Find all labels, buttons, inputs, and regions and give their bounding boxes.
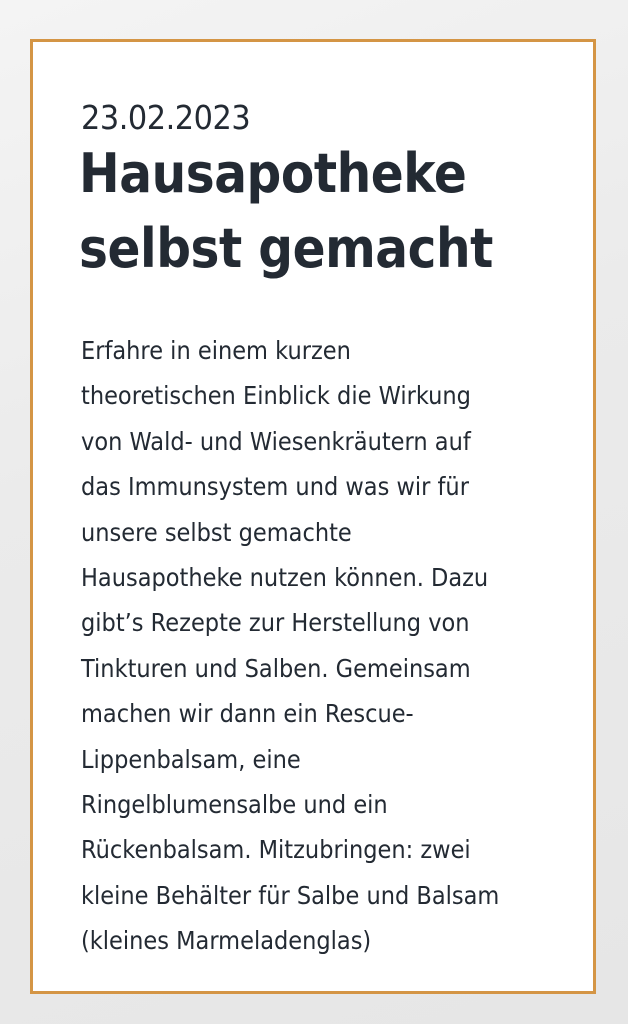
description-line: kleine Behälter für Salbe und Balsam xyxy=(81,880,500,910)
description-line: das Immunsystem und was wir für xyxy=(81,472,469,502)
description-line: (kleines Marmeladenglas) xyxy=(81,926,372,956)
description-line: machen wir dann ein Rescue- xyxy=(81,699,414,729)
description-line: Lippenbalsam, eine xyxy=(81,744,301,774)
description-line: von Wald- und Wiesenkräutern auf xyxy=(81,426,471,456)
description-line: Hausapotheke nutzen können. Dazu xyxy=(81,563,489,593)
description-line: unsere selbst gemachte xyxy=(81,517,352,547)
description-line: theoretischen Einblick die Wirkung xyxy=(81,381,471,411)
event-card xyxy=(30,39,596,994)
event-description xyxy=(81,328,499,964)
description-line: Erfahre in einem kurzen xyxy=(81,336,351,365)
description-line: Rückenbalsam. Mitzubringen: zwei xyxy=(81,835,471,865)
description-line: gibt’s Rezepte zur Herstellung von xyxy=(81,608,470,638)
event-title xyxy=(79,136,547,286)
event-title-line: selbst gemacht xyxy=(79,217,493,280)
event-date: 23.02.2023 xyxy=(81,98,251,137)
description-line: Tinkturen und Salben. Gemeinsam xyxy=(81,653,471,683)
event-title-line: Hausapotheke xyxy=(79,142,467,205)
description-line: Ringelblumensalbe und ein xyxy=(81,790,388,820)
